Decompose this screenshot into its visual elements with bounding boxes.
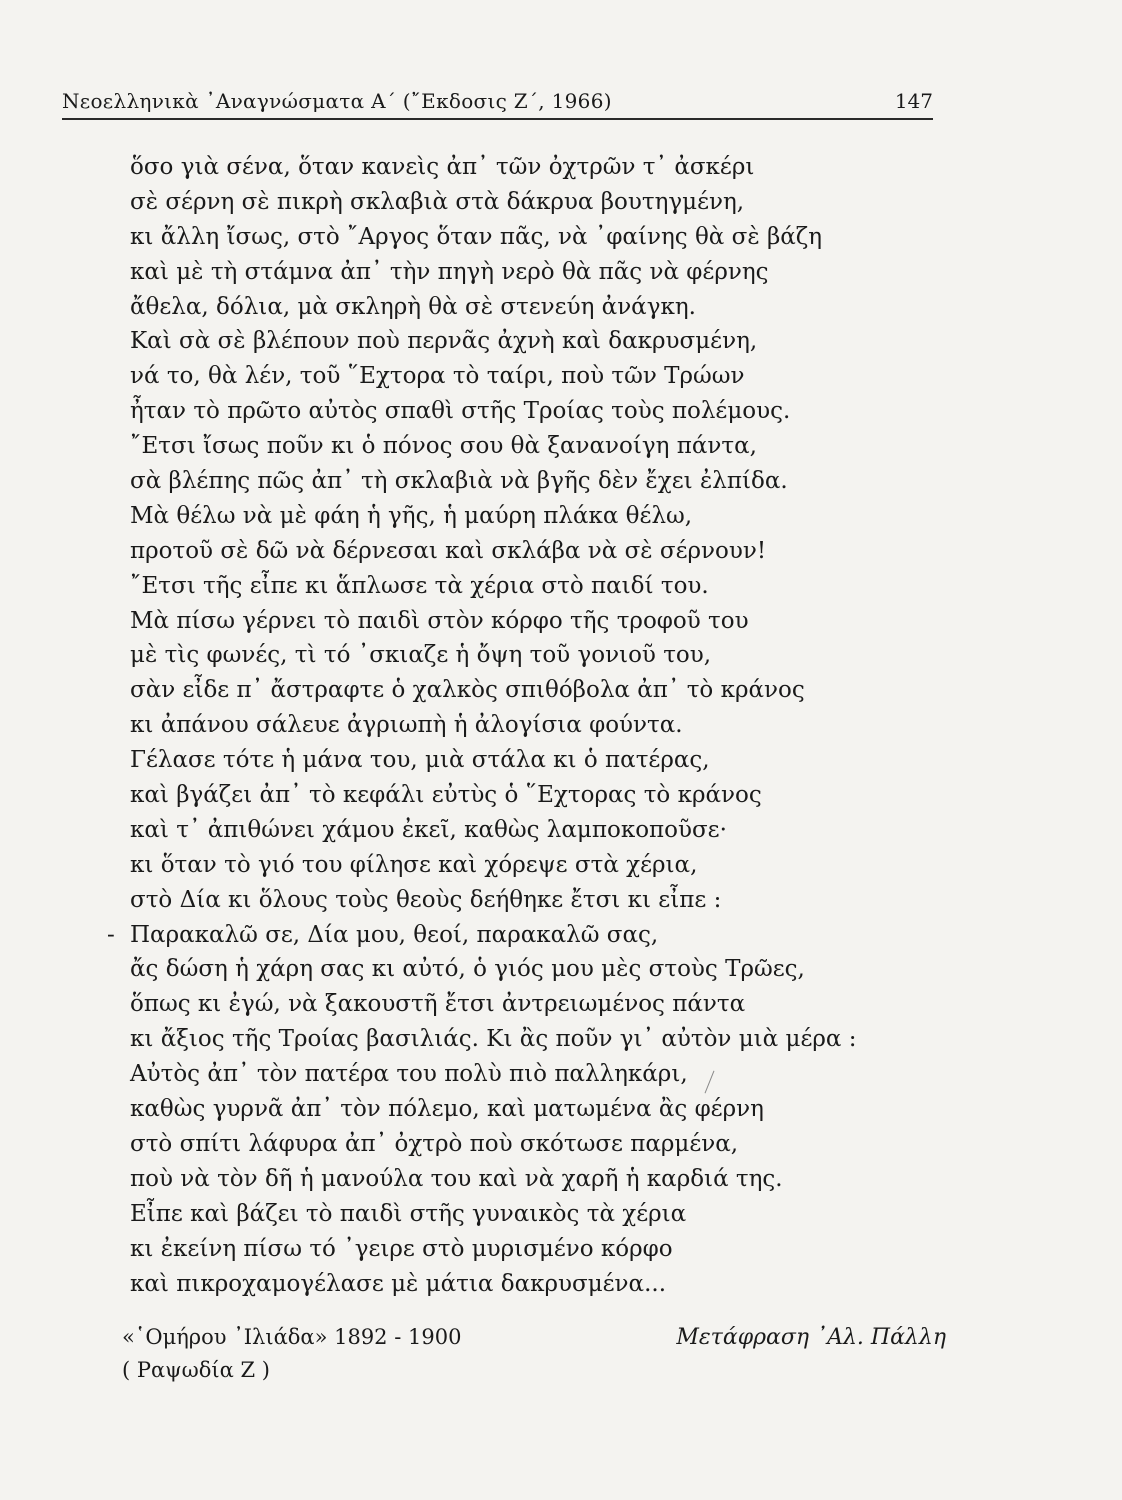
verse-line: καθὼς γυρνᾶ ἀπ᾿ τὸν πόλεμο, καὶ ματωμένα ἂς φέρνη — [130, 1096, 764, 1123]
verse-line: καὶ μὲ τὴ στάμνα ἀπ᾿ τὴν πηγὴ νερὸ θὰ πᾶς νὰ φέρνης — [130, 258, 769, 285]
verse-line: Εἶπε καὶ βάζει τὸ παιδὶ στῆς γυναικὸς τὰ χέρια — [130, 1200, 687, 1227]
verse-line: ἦταν τὸ πρῶτο αὐτὸς σπαθὶ στῆς Τροίας τοὺς πολέμους. — [130, 398, 791, 425]
verse-line: νά το, θὰ λέν, τοῦ ῞Εχτορα τὸ ταίρι, ποὺ τῶν Τρώων — [130, 363, 745, 390]
verse-line: κι ὅταν τὸ γιό του φίλησε καὶ χόρεψε στὰ χέρια, — [130, 851, 698, 878]
verse-line: Μὰ θέλω νὰ μὲ φάη ἡ γῆς, ἡ μαύρη πλάκα θέλω, — [130, 502, 693, 529]
page-header — [62, 88, 933, 120]
verse-line: στὸ σπίτι λάφυρα ἀπ᾿ ὀχτρὸ ποὺ σκότωσε παρμένα, — [130, 1130, 739, 1157]
verse-line: προτοῦ σὲ δῶ νὰ δέρνεσαι καὶ σκλάβα νὰ σὲ σέρνουν! — [130, 537, 767, 564]
verse-line: Καὶ σὰ σὲ βλέπουν ποὺ περνᾶς ἀχνὴ καὶ δακρυσμένη, — [130, 328, 758, 355]
rhapsody-label: ( Ραψωδία Ζ ) — [122, 1358, 270, 1382]
verse-line: καὶ βγάζει ἀπ᾿ τὸ κεφάλι εὐτὺς ὁ ῞Εχτορας τὸ κράνος — [130, 782, 762, 809]
verse-line: κι ἀπάνου σάλευε ἀγριωπὴ ἡ ἀλογίσια φούντα. — [130, 712, 683, 739]
page-number: 147 — [894, 89, 933, 113]
source-citation: «῾Ομήρου ᾿Ιλιάδα» 1892 - 1900 — [122, 1325, 462, 1349]
verse-line: ποὺ νὰ τὸν δῆ ἡ μανούλα του καὶ νὰ χαρῆ ἡ καρδιά της. — [130, 1165, 783, 1192]
verse-line: στὸ Δία κι ὅλους τοὺς θεοὺς δεήθηκε ἔτσι κι εἶπε : — [130, 886, 722, 913]
running-title: Νεοελληνικὰ ᾿Αναγνώσματα Α΄ (῎Εκδοσις Ζ΄, 1966) — [62, 89, 612, 113]
verse-line: σὰ βλέπης πῶς ἀπ᾿ τὴ σκλαβιὰ νὰ βγῆς δὲν ἔχει ἐλπίδα. — [130, 468, 788, 495]
verse-line: ὅσο γιὰ σένα, ὅταν κανεὶς ἀπ᾿ τῶν ὀχτρῶν τ᾿ ἀσκέρι — [130, 154, 755, 180]
verse-line: ἄθελα, δόλια, μὰ σκληρὴ θὰ σὲ στενεύη ἀνάγκη. — [130, 293, 696, 320]
verse-line: καὶ τ᾿ ἀπιθώνει χάμου ἐκεῖ, καθὼς λαμποκοποῦσε· — [130, 816, 727, 843]
verse-line: ἄς δώση ἡ χάρη σας κι αὐτό, ὁ γιός μου μὲς στοὺς Τρῶες, — [130, 956, 805, 983]
verse-line: κι ἐκείνη πίσω τό ᾿γειρε στὸ μυρισμένο κόρφο — [130, 1235, 673, 1262]
verse-line: ῎Ετσι ἴσως ποῦν κι ὁ πόνος σου θὰ ξανανοίγη πάντα, — [130, 433, 757, 460]
verse-line: Αὐτὸς ἀπ᾿ τὸν πατέρα του πολὺ πιὸ παλληκάρι, — [130, 1061, 688, 1088]
verse-line: κι ἄξιος τῆς Τροίας βασιλιάς. Κι ἂς ποῦν γι᾿ αὐτὸν μιὰ μέρα : — [130, 1026, 857, 1053]
verse-line: σὲ σέρνη σὲ πικρὴ σκλαβιὰ στὰ δάκρυα βουτηγμένη, — [130, 188, 745, 215]
verse-line-dialogue — [107, 918, 890, 953]
verse-line: Μὰ πίσω γέρνει τὸ παιδὶ στὸν κόρφο τῆς τροφοῦ του — [130, 607, 749, 634]
verse-line-text: Παρακαλῶ σε, Δία μου, θεοί, παρακαλῶ σας, — [130, 921, 659, 948]
verse-line: Γέλασε τότε ἡ μάνα του, μιὰ στάλα κι ὁ πατέρας, — [130, 747, 710, 774]
verse-line: μὲ τὶς φωνές, τὶ τό ᾿σκιαζε ἡ ὄψη τοῦ γονιοῦ του, — [130, 642, 712, 669]
verse-line: σὰν εἶδε π᾿ ἄστραφτε ὁ χαλκὸς σπιθόβολα ἀπ᾿ τὸ κράνος — [130, 677, 805, 704]
poem-text — [107, 150, 890, 1301]
verse-line: κι ἄλλη ἴσως, στὸ ῎Αργος ὅταν πᾶς, νὰ ᾿φαίνης θὰ σὲ βάζη — [130, 223, 823, 250]
dialogue-dash: - — [107, 921, 115, 948]
translator-credit: Μετάφραση ᾿Αλ. Πάλλη — [676, 1325, 946, 1350]
verse-line: ὅπως κι ἐγώ, νὰ ξακουστῆ ἔτσι ἀντρειωμένος πάντα — [130, 991, 746, 1018]
verse-line: καὶ πικροχαμογέλασε μὲ μάτια δακρυσμένα... — [130, 1270, 667, 1297]
verse-line: ῎Ετσι τῆς εἶπε κι ἅπλωσε τὰ χέρια στὸ παιδί του. — [130, 572, 709, 599]
